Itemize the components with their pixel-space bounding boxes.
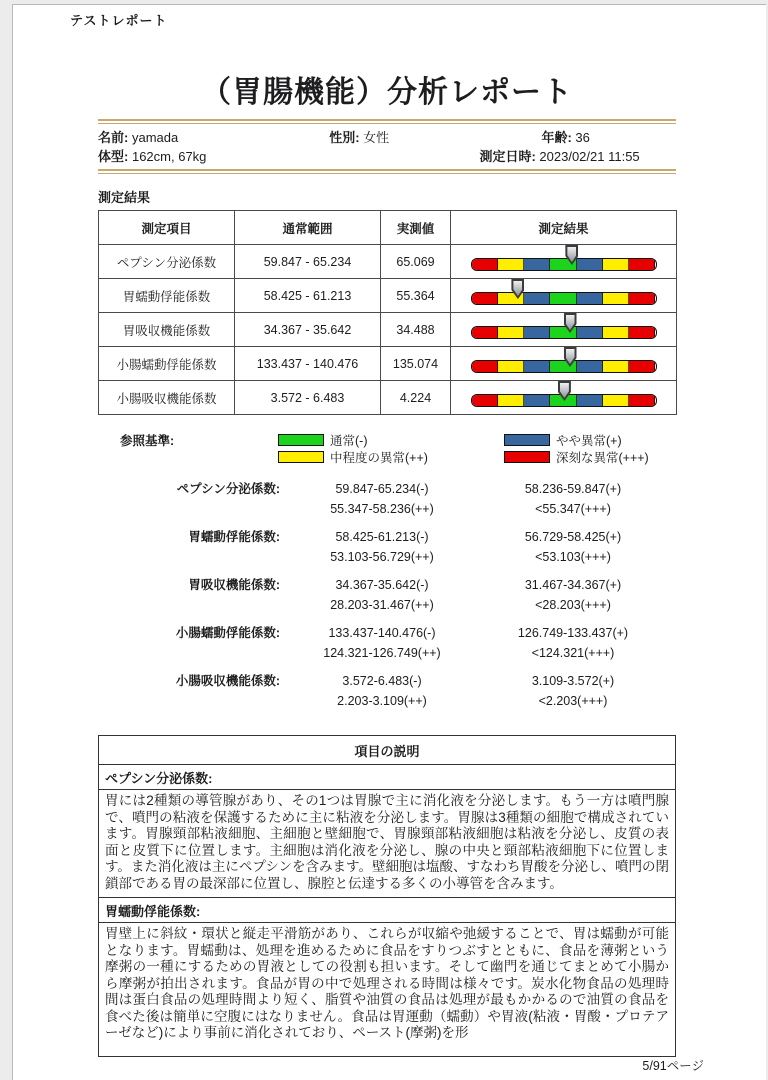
divider-rule-top: [98, 119, 676, 124]
result-bar: [471, 394, 657, 407]
result-bar: [471, 292, 657, 305]
explanation-section-heading: ペプシン分泌係数:: [99, 765, 675, 790]
reference-row: 小腸吸収機能係数: 3.572-6.483(-) 2.203-3.109(++) 3.109-3.572(+) <2.203(+++): [175, 674, 615, 708]
bar-segment-green: [550, 293, 576, 304]
bar-segment-red: [472, 327, 498, 338]
bar-segment-yellow: [498, 259, 524, 270]
table-header-row: [99, 211, 677, 245]
bar-segment-blue: [524, 293, 550, 304]
bar-segment-red: [629, 327, 655, 338]
reference-legend: [98, 431, 676, 465]
explanation-section-heading: 胃蠕動俘能係数:: [99, 898, 675, 923]
results-heading: 測定結果: [98, 190, 151, 205]
legend-swatch-red: [504, 451, 550, 463]
bar-segment-blue: [577, 327, 603, 338]
explanation-section-body: 胃には2種類の導管腺があり、その1つは胃腺で主に消化液を分泌します。もう一方は噴門腺で、噴門の粘液を保護するために主に粘液を分泌します。胃腺は3種類の細胞で構成されています。胃腺頸部粘液細胞、主細胞と壁細胞で、胃腺頸部粘液細胞は粘液を分泌し、皮質の表面と皮質下に位置します。主細胞は消化液を分泌し、腺の中央と頸部粘液細胞下に位置します。また消化液は主にペプシンを含みます。壁細胞は塩酸、すなわち胃酸を分泌し、噴門の閉鎖部である胃の最深部に位置し、腺腔と伝達する多くの小導管を含みます。: [99, 790, 675, 898]
result-bar: [471, 360, 657, 373]
legend-item-normal: 通常(-): [278, 431, 500, 448]
legend-item-moderate: 中程度の異常(++): [278, 448, 500, 465]
bar-segment-yellow: [603, 395, 629, 406]
results-table: [98, 210, 677, 415]
table-row: 胃吸収機能係数 34.367 - 35.642 34.488: [99, 313, 677, 347]
report-content: [98, 5, 676, 1057]
result-bar: [471, 326, 657, 339]
explanation-title: 項目の説明: [99, 736, 675, 765]
reference-row: 小腸蠕動俘能係数: 133.437-140.476(-) 124.321-126.749(++) 126.749-133.437(+) <124.321(+++): [175, 626, 629, 660]
bar-segment-red: [629, 395, 655, 406]
legend-swatch-yellow: [278, 451, 324, 463]
patient-info: [98, 128, 676, 166]
bar-segment-blue: [524, 361, 550, 372]
report-page: [12, 4, 766, 1080]
legend-item-severe: 深刻な異常(+++): [504, 448, 649, 465]
page-number: 5/91ページ: [642, 1059, 704, 1073]
bar-segment-red: [629, 293, 655, 304]
bar-segment-red: [472, 259, 498, 270]
bar-segment-blue: [524, 395, 550, 406]
explanation-section-body: 胃壁上に斜紋・環状と縦走平滑筋があり、これらが収縮や弛緩することで、胃は蠕動が可能となります。胃蠕動は、処理を進めるために食品をすりつぶすとともに、食品を薄粥という摩粥の一種にするための胃液としての役割も担います。そして幽門を通じてまとめて小腸から摩粥が拍出されます。食品が胃の中で処理される時間は様々です。炭水化物食品の処理時間は蛋白食品の処理時間より短く、脂質や油質の食品は処理が最もかかるので油質の食品を食べた後は簡単に空腹にはなりません。食品は胃運動（蠕動）や胃液(粘液・胃酸・プロテアーゼなど)により事前に消化されており、ペースト(摩粥)を形: [105, 926, 669, 1040]
col-header-result: 測定結果: [451, 211, 677, 245]
patient-name: 名前: yamada: [98, 130, 179, 145]
bar-segment-yellow: [498, 327, 524, 338]
bar-segment-yellow: [603, 361, 629, 372]
item-explanation-box: [98, 735, 676, 1057]
reference-row: ペプシン分泌係数: 59.847-65.234(-) 55.347-58.236(++) 58.236-59.847(+) <55.347(+++): [176, 482, 622, 516]
bar-segment-yellow: [603, 293, 629, 304]
bar-segment-yellow: [498, 395, 524, 406]
legend-swatch-green: [278, 434, 324, 446]
bar-segment-red: [472, 395, 498, 406]
patient-body: 体型: 162cm, 67kg: [98, 149, 207, 164]
bar-segment-red: [629, 361, 655, 372]
col-header-item: 測定項目: [99, 211, 235, 245]
reference-row: 胃吸収機能係数: 34.367-35.642(-) 28.203-31.467(++) 31.467-34.367(+) <28.203(+++): [188, 578, 622, 612]
result-bar-track: [471, 258, 657, 271]
bar-segment-yellow: [603, 259, 629, 270]
patient-gender: 性別: 女性: [329, 130, 390, 145]
bar-segment-red: [472, 293, 498, 304]
bar-segment-blue: [577, 259, 603, 270]
col-header-range: 通常範囲: [235, 211, 381, 245]
reference-ranges: [98, 479, 676, 711]
bar-segment-yellow: [498, 361, 524, 372]
table-row: ペプシン分泌係数 59.847 - 65.234 65.069: [99, 245, 677, 279]
result-bar-track: [471, 292, 657, 305]
legend-swatch-blue: [504, 434, 550, 446]
bar-segment-blue: [577, 395, 603, 406]
bar-segment-blue: [524, 259, 550, 270]
result-bar-track: [471, 326, 657, 339]
bar-segment-red: [472, 361, 498, 372]
result-bar-track: [471, 360, 657, 373]
table-row: 小腸蠕動俘能係数 133.437 - 140.476 135.074: [99, 347, 677, 381]
table-row: 小腸吸収機能係数 3.572 - 6.483 4.224: [99, 381, 677, 415]
bar-segment-blue: [577, 361, 603, 372]
result-bar: [471, 258, 657, 271]
bar-segment-blue: [524, 327, 550, 338]
reference-row: 胃蠕動俘能係数: 58.425-61.213(-) 53.103-56.729(++) 56.729-58.425(+) <53.103(+++): [188, 530, 622, 564]
bar-segment-yellow: [603, 327, 629, 338]
table-row: 胃蠕動俘能係数 58.425 - 61.213 55.364: [99, 279, 677, 313]
measurement-datetime: 測定日時: 2023/02/21 11:55: [479, 149, 640, 164]
bar-segment-red: [629, 259, 655, 270]
bar-segment-blue: [577, 293, 603, 304]
col-header-value: 実測値: [381, 211, 451, 245]
patient-age: 年齢: 36: [541, 130, 590, 145]
legend-label: 参照基準:: [120, 434, 175, 448]
doc-header-label: テストレポート: [70, 13, 168, 28]
legend-item-mild: やや異常(+): [504, 431, 649, 448]
divider-rule-bottom: [98, 169, 676, 174]
page-title: （胃腸機能）分析レポート: [201, 76, 573, 109]
